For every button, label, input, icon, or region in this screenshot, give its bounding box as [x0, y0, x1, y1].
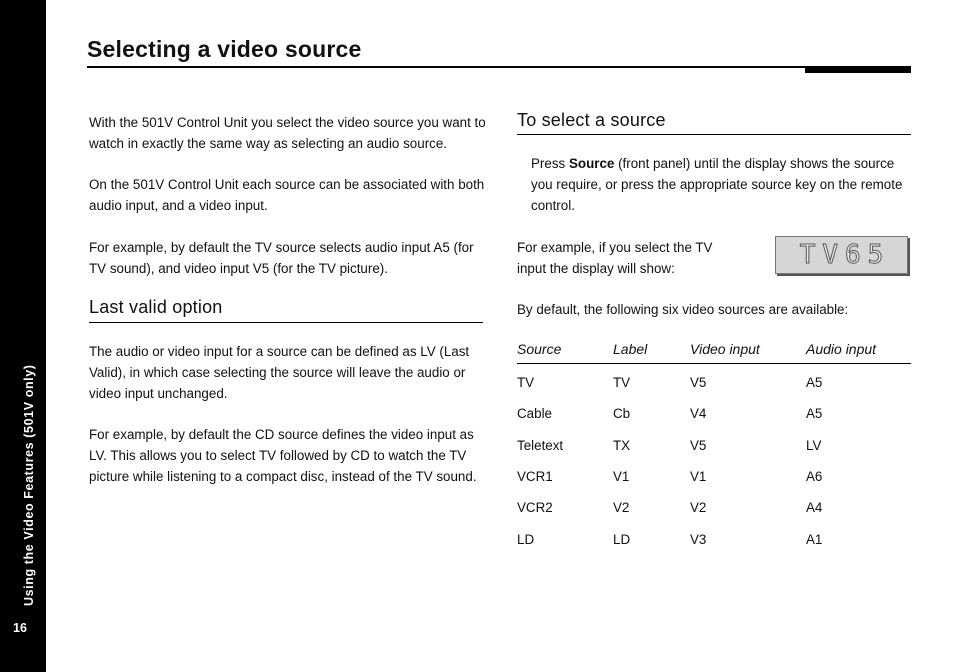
cell-video-input: V5 [690, 437, 707, 453]
last-valid-paragraph-1: The audio or video input for a source can be defined as LV (Last Valid), in which case selecting the source will leave the audio or video input unchanged. [89, 344, 470, 401]
cell-source: LD [517, 531, 535, 547]
page-number: 16 [13, 621, 27, 635]
column-header-source: Source [517, 337, 613, 364]
column-header-label: Label [613, 337, 690, 364]
sidebar [0, 0, 46, 672]
last-valid-rule [89, 322, 483, 323]
cell-video-input: V4 [690, 406, 707, 422]
cell-source: VCR2 [517, 500, 553, 516]
table-row [517, 523, 911, 554]
title-rule [87, 66, 911, 68]
table-row [517, 430, 911, 461]
source-key-name: Source [568, 156, 615, 171]
intro-paragraph-2: On the 501V Control Unit each source can be associated with both audio input, and a video input. [89, 177, 485, 213]
cell-audio-input: A5 [806, 406, 823, 422]
page-title: Selecting a video source [87, 36, 362, 62]
cell-audio-input: A6 [806, 469, 823, 485]
cell-audio-input: A5 [806, 375, 823, 391]
select-source-heading: To select a source [517, 110, 666, 130]
last-valid-heading: Last valid option [89, 297, 223, 317]
table-row [517, 364, 911, 399]
cell-label: TV [613, 375, 631, 391]
column-header-video-input: Video input [690, 337, 806, 364]
table-header-row [517, 337, 911, 364]
front-panel-display [775, 236, 908, 274]
cell-label: V1 [613, 469, 630, 485]
select-instruction: Press Source (front panel) until the display shows the source you require, or press the appropriate source key on the remote control. [531, 156, 903, 213]
section-label: Using the Video Features (501V only) [22, 364, 36, 606]
default-sources-intro: By default, the following six video sources are available: [517, 302, 849, 317]
last-valid-paragraph-2: For example, by default the CD source defines the video input as LV. This allows you to select TV followed by CD to watch the TV picture while listening to a compact disc, instead of the TV sound. [89, 427, 477, 484]
cell-label: V2 [613, 500, 630, 516]
cell-label: TX [613, 437, 631, 453]
table-row [517, 492, 911, 523]
intro-paragraph-1: With the 501V Control Unit you select the video source you want to watch in exactly the same way as selecting an audio source. [89, 115, 486, 151]
title-accent-bar [805, 67, 911, 73]
table-row [517, 461, 911, 492]
video-sources-table [517, 337, 911, 555]
cell-audio-input: A1 [806, 531, 823, 547]
display-readout: TV65 [799, 240, 891, 270]
cell-audio-input: LV [806, 437, 822, 453]
column-header-audio-input: Audio input [806, 337, 911, 364]
cell-label: Cb [613, 406, 631, 422]
cell-source: Cable [517, 406, 552, 422]
select-source-rule [517, 134, 911, 135]
cell-source: VCR1 [517, 469, 553, 485]
cell-source: TV [517, 375, 535, 391]
display-example-text: For example, if you select the TV input the display will show: [517, 240, 713, 276]
cell-video-input: V2 [690, 500, 707, 516]
table-row [517, 398, 911, 429]
cell-video-input: V1 [690, 469, 707, 485]
cell-source: Teletext [517, 437, 564, 453]
intro-paragraph-3: For example, by default the TV source selects audio input A5 (for TV sound), and video input V5 (for the TV picture). [89, 240, 474, 276]
cell-audio-input: A4 [806, 500, 823, 516]
cell-label: LD [613, 531, 631, 547]
cell-video-input: V3 [690, 531, 707, 547]
cell-video-input: V5 [690, 375, 707, 391]
